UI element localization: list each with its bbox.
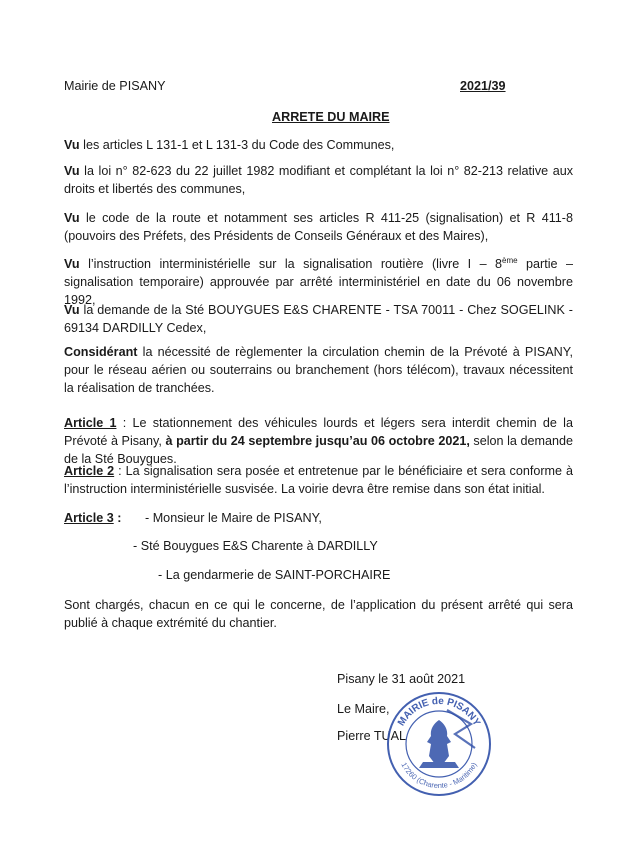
decree-reference: 2021/39	[460, 79, 506, 93]
article-1-text-end: selon la demande de la Sté Bouygues.	[64, 434, 574, 466]
svg-text:17260 (Charente - Maritime): 17260 (Charente - Maritime)	[399, 760, 479, 791]
article-1-label: Article 1	[64, 416, 117, 430]
mayor-seal-stamp	[385, 690, 493, 798]
recipient-item: - La gendarmerie de SAINT-PORCHAIRE	[158, 568, 391, 582]
article-1	[64, 414, 573, 468]
consideration-text: la demande de la Sté BOUYGUES E&S CHARENTE - TSA 70011 - Chez SOGELINK - 69134 DARDILLY Cedex,	[64, 303, 573, 335]
municipality-header: Mairie de PISANY	[64, 79, 166, 93]
recipient-item: - Monsieur le Maire de PISANY,	[145, 511, 322, 525]
consideration-text: l’instruction interministérielle sur la signalisation routière (livre I – 8	[79, 257, 503, 271]
article-3	[64, 509, 121, 527]
consideration-lead: Vu	[64, 164, 80, 178]
article-1-period: à partir du 24 septembre jusqu’au 06 octobre 2021,	[165, 434, 470, 448]
closing-paragraph: Sont chargés, chacun en ce qui le concerne, de l’application du présent arrêté qui sera publié à chaque extrémité du chantier.	[64, 598, 573, 630]
article-2-text: : La signalisation sera posée et entretenue par le bénéficiaire et sera conforme à l’instruction interministérielle susvisée. La voirie devra être remise dans son état initial.	[64, 464, 573, 496]
consideration-paragraph	[64, 343, 573, 397]
consideration-text: la loi n° 82-623 du 22 juillet 1982 modifiant et complétant la loi n° 82-213 relative aux droits et libertés des communes,	[64, 164, 573, 196]
consideration-text: la nécessité de règlementer la circulation chemin de la Prévoté à PISANY, pour le réseau aérien ou souterrains ou branchement (hors télécom), travaux nécessitent la réalisation de tranchées.	[64, 345, 573, 395]
consideration-paragraph	[64, 162, 573, 198]
consideration-lead: Vu	[64, 257, 80, 271]
consideration-paragraph	[64, 209, 573, 245]
consideration-lead: Vu	[64, 138, 80, 152]
article-2	[64, 462, 573, 498]
consideration-lead: Vu	[64, 303, 80, 317]
svg-text:MAIRIE de PISANY: MAIRIE de PISANY	[395, 695, 483, 729]
signature-name: Pierre TUAL	[337, 729, 407, 743]
signature-role: Le Maire,	[337, 702, 390, 716]
article-1-text: : Le stationnement des véhicules lourds et légers sera interdit chemin de la Prévoté à Pisany,	[64, 416, 573, 448]
consideration-lead: Considérant	[64, 345, 138, 359]
consideration-lead: Vu	[64, 211, 80, 225]
ordinal-superscript: ème	[502, 255, 518, 265]
consideration-text: partie – signalisation temporaire) approuvée par arrêté interministériel en date du 06 novembre 1992,	[64, 257, 573, 307]
consideration-text: le code de la route et notamment ses articles R 411-25 (signalisation) et R 411-8 (pouvoirs des Préfets, des Présidents de Conseils Généraux et des Maires),	[64, 211, 573, 243]
consideration-paragraph	[64, 136, 573, 154]
article-3-colon: :	[113, 511, 122, 525]
document-title: ARRETE DU MAIRE	[272, 110, 390, 124]
article-3-label: Article 3	[64, 511, 114, 525]
article-2-label: Article 2	[64, 464, 115, 478]
recipient-item: - Sté Bouygues E&S Charente à DARDILLY	[133, 539, 378, 553]
consideration-text: les articles L 131-1 et L 131-3 du Code des Communes,	[79, 138, 395, 152]
signature-place-date: Pisany le 31 août 2021	[337, 672, 466, 686]
consideration-paragraph	[64, 301, 573, 337]
